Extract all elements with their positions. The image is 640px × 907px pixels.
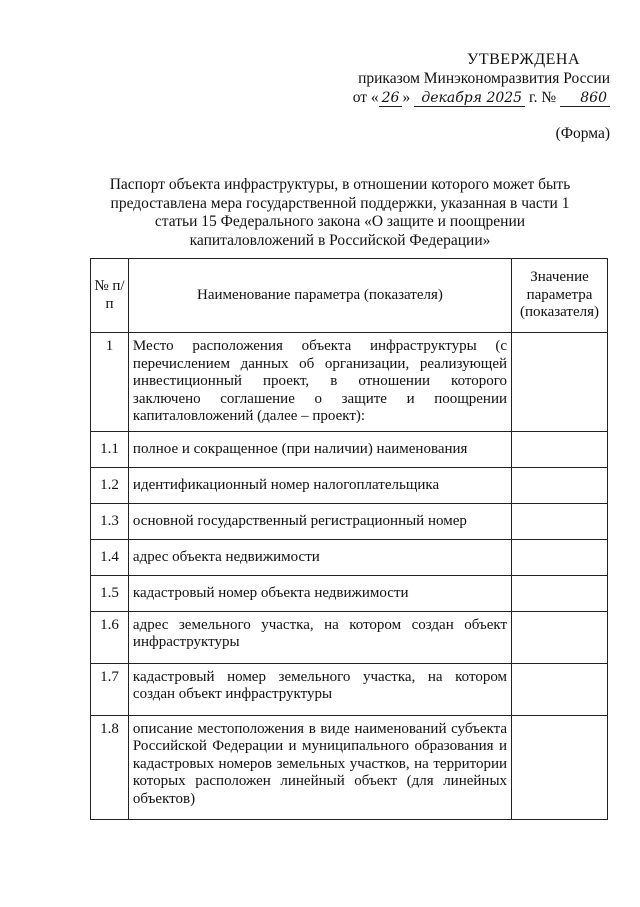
row-name: описание местоположения в виде наименований субъекта Российской Федерации и муниципального образования и кадастровых номеров земельных участков, на территории которых расположен линейный объект (для линейных объектов) (128, 715, 511, 819)
header-value: Значение параметра (показателя) (512, 259, 608, 333)
row-num: 1.5 (91, 575, 129, 611)
row-name: кадастровый номер земельного участка, на котором создан объект инфраструктуры (128, 663, 511, 715)
table-row (91, 431, 608, 467)
row-value (512, 503, 608, 539)
form-label: (Форма) (555, 125, 610, 142)
table-row (91, 575, 608, 611)
row-value (512, 575, 608, 611)
approval-block (353, 50, 610, 107)
row-value (512, 467, 608, 503)
header-num: № п/п (91, 259, 129, 333)
row-value (512, 611, 608, 663)
row-name: адрес объекта недвижимости (128, 539, 511, 575)
row-num: 1 (91, 333, 129, 432)
approval-stamp: УТВЕРЖДЕНА (466, 51, 580, 68)
row-name: кадастровый номер объекта недвижимости (128, 575, 511, 611)
table-row (91, 539, 608, 575)
row-num: 1.6 (91, 611, 129, 663)
handwritten-month-year: декабря 2025 (414, 91, 525, 107)
row-value (512, 715, 608, 819)
table-row (91, 611, 608, 663)
row-value (512, 663, 608, 715)
row-name: идентификационный номер налогоплательщика (128, 467, 511, 503)
number-prefix: г. № (528, 89, 557, 106)
table-row (91, 663, 608, 715)
row-num: 1.1 (91, 431, 129, 467)
table-header-row (91, 259, 608, 333)
document-title: Паспорт объекта инфраструктуры, в отношении которого может быть предоставлена мера государственной поддержки, указанная в части 1 статьи 15 Федерального закона «О защите и поощрении капиталовложений в Российской Федерации» (109, 176, 571, 249)
row-num: 1.4 (91, 539, 129, 575)
approval-order: приказом Минэкономразвития России (358, 70, 610, 87)
row-name: основной государственный регистрационный номер (128, 503, 511, 539)
row-num: 1.2 (91, 467, 129, 503)
row-name: адрес земельного участка, на котором создан объект инфраструктуры (128, 611, 511, 663)
row-value (512, 431, 608, 467)
row-value (512, 333, 608, 432)
row-num: 1.8 (91, 715, 129, 819)
table-row (91, 503, 608, 539)
table-row (91, 333, 608, 432)
row-value (512, 539, 608, 575)
date-prefix: от « (352, 89, 379, 106)
table-row (91, 715, 608, 819)
approval-date-line (353, 88, 610, 107)
handwritten-number: 860 (560, 91, 610, 107)
header-name: Наименование параметра (показателя) (128, 259, 511, 333)
table-row (91, 467, 608, 503)
row-num: 1.3 (91, 503, 129, 539)
passport-table (90, 258, 608, 820)
row-name: полное и сокращенное (при наличии) наименования (128, 431, 511, 467)
row-num: 1.7 (91, 663, 129, 715)
date-mid: » (402, 89, 411, 106)
handwritten-day: 26 (379, 91, 403, 107)
row-name: Место расположения объекта инфраструктуры (с перечислением данных об организации, реализующей инвестиционный проект, в отношении которого заключено соглашение о защите и поощрении капиталовложений (далее – проект): (128, 333, 511, 432)
